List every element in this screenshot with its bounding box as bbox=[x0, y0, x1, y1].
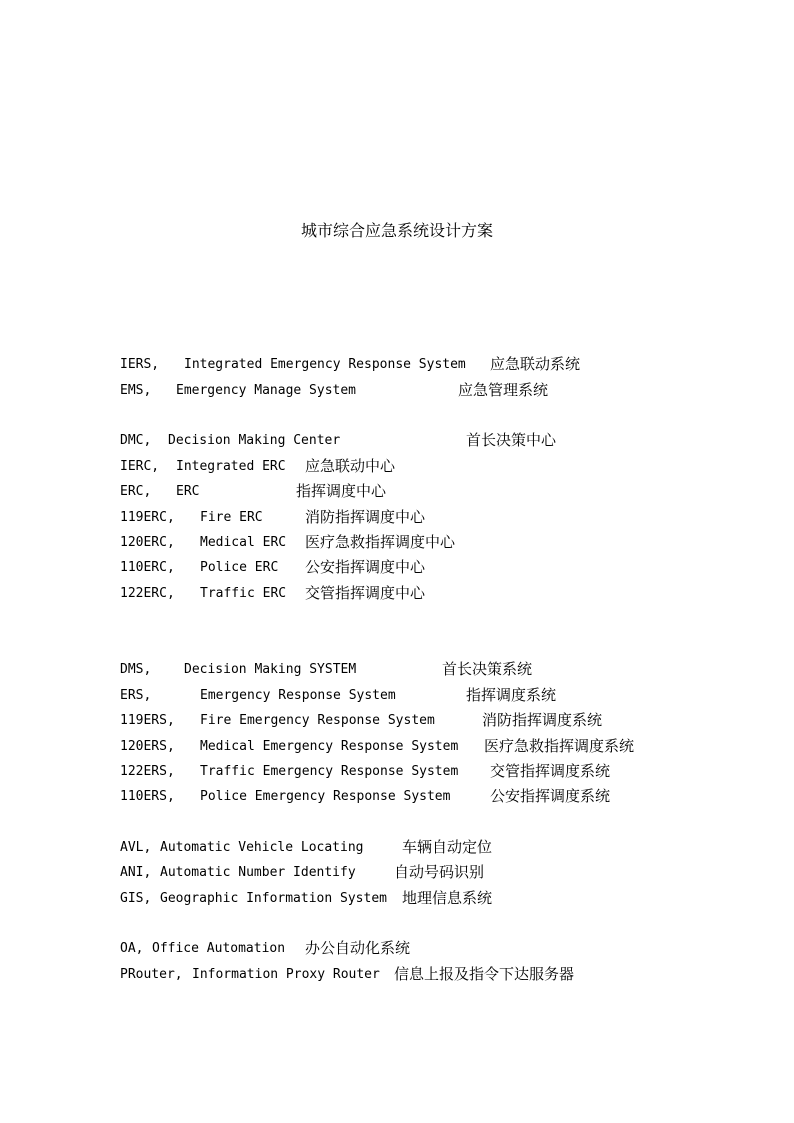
term-chinese: 公安指挥调度系统 bbox=[490, 787, 611, 805]
term-english: Geographic Information System bbox=[160, 891, 387, 906]
term-abbreviation: ERC, bbox=[120, 484, 152, 499]
term-chinese: 信息上报及指令下达服务器 bbox=[394, 965, 575, 983]
term-abbreviation: GIS, bbox=[120, 891, 152, 906]
glossary-line bbox=[120, 380, 549, 402]
term-english: Automatic Number Identify bbox=[160, 865, 356, 880]
term-abbreviation: EMS, bbox=[120, 383, 152, 398]
term-english: Medical Emergency Response System bbox=[200, 739, 459, 754]
glossary-line bbox=[120, 481, 387, 503]
term-chinese: 消防指挥调度中心 bbox=[305, 508, 426, 526]
term-chinese: 自动号码识别 bbox=[394, 863, 485, 881]
term-abbreviation: AVL, bbox=[120, 840, 152, 855]
glossary-line bbox=[120, 736, 635, 758]
glossary-line bbox=[120, 685, 557, 707]
term-abbreviation: IERS, bbox=[120, 357, 160, 372]
term-chinese: 应急联动系统 bbox=[490, 355, 581, 373]
glossary-line bbox=[120, 888, 493, 910]
glossary-line bbox=[120, 710, 603, 732]
term-english: Office Automation bbox=[152, 941, 286, 956]
term-english: Emergency Manage System bbox=[176, 383, 357, 398]
glossary-line bbox=[120, 938, 411, 960]
term-chinese: 交管指挥调度中心 bbox=[305, 584, 426, 602]
page-title: 城市综合应急系统设计方案 bbox=[300, 221, 493, 240]
term-english: Traffic Emergency Response System bbox=[200, 764, 459, 779]
term-english: Medical ERC bbox=[200, 535, 287, 550]
term-chinese: 指挥调度中心 bbox=[296, 482, 387, 500]
term-chinese: 车辆自动定位 bbox=[402, 838, 493, 856]
term-abbreviation: 120ERS, bbox=[120, 739, 175, 754]
term-abbreviation: PRouter, bbox=[120, 967, 183, 982]
term-abbreviation: 110ERC, bbox=[120, 560, 175, 575]
glossary-line bbox=[120, 354, 581, 376]
glossary-line bbox=[120, 964, 575, 986]
term-english: Decision Making Center bbox=[168, 433, 341, 448]
term-chinese: 应急管理系统 bbox=[458, 381, 549, 399]
term-abbreviation: IERC, bbox=[120, 459, 160, 474]
glossary-line bbox=[120, 557, 426, 579]
term-chinese: 医疗急救指挥调度中心 bbox=[305, 533, 456, 551]
glossary-line bbox=[120, 583, 426, 605]
term-chinese: 消防指挥调度系统 bbox=[482, 711, 603, 729]
term-english: Police Emergency Response System bbox=[200, 789, 451, 804]
term-chinese: 医疗急救指挥调度系统 bbox=[484, 737, 635, 755]
term-english: Integrated Emergency Response System bbox=[184, 357, 466, 372]
glossary-line bbox=[120, 659, 533, 681]
glossary-line bbox=[120, 456, 396, 478]
term-english: Information Proxy Router bbox=[192, 967, 380, 982]
term-english: ERC bbox=[176, 484, 200, 499]
glossary-line bbox=[120, 761, 611, 783]
glossary-line bbox=[120, 862, 485, 884]
term-abbreviation: DMS, bbox=[120, 662, 152, 677]
term-chinese: 交管指挥调度系统 bbox=[490, 762, 611, 780]
term-abbreviation: 122ERC, bbox=[120, 586, 175, 601]
glossary-line bbox=[120, 837, 493, 859]
term-abbreviation: OA, bbox=[120, 941, 144, 956]
term-english: Fire ERC bbox=[200, 510, 263, 525]
glossary-line bbox=[120, 786, 611, 808]
term-english: Decision Making SYSTEM bbox=[184, 662, 357, 677]
term-english: Automatic Vehicle Locating bbox=[160, 840, 364, 855]
term-abbreviation: 122ERS, bbox=[120, 764, 175, 779]
term-english: Police ERC bbox=[200, 560, 279, 575]
term-chinese: 公安指挥调度中心 bbox=[305, 558, 426, 576]
term-chinese: 办公自动化系统 bbox=[305, 939, 411, 957]
term-english: Traffic ERC bbox=[200, 586, 287, 601]
term-abbreviation: ANI, bbox=[120, 865, 152, 880]
term-abbreviation: 120ERC, bbox=[120, 535, 175, 550]
glossary-line bbox=[120, 507, 426, 529]
term-abbreviation: 119ERC, bbox=[120, 510, 175, 525]
term-chinese: 应急联动中心 bbox=[305, 457, 396, 475]
glossary-line bbox=[120, 430, 557, 452]
term-english: Emergency Response System bbox=[200, 688, 396, 703]
term-abbreviation: 110ERS, bbox=[120, 789, 175, 804]
term-chinese: 首长决策系统 bbox=[442, 660, 533, 678]
term-abbreviation: ERS, bbox=[120, 688, 152, 703]
term-english: Fire Emergency Response System bbox=[200, 713, 435, 728]
term-chinese: 地理信息系统 bbox=[402, 889, 493, 907]
term-english: Integrated ERC bbox=[176, 459, 286, 474]
term-abbreviation: 119ERS, bbox=[120, 713, 175, 728]
term-chinese: 指挥调度系统 bbox=[466, 686, 557, 704]
term-chinese: 首长决策中心 bbox=[466, 431, 557, 449]
term-abbreviation: DMC, bbox=[120, 433, 152, 448]
glossary-line bbox=[120, 532, 456, 554]
